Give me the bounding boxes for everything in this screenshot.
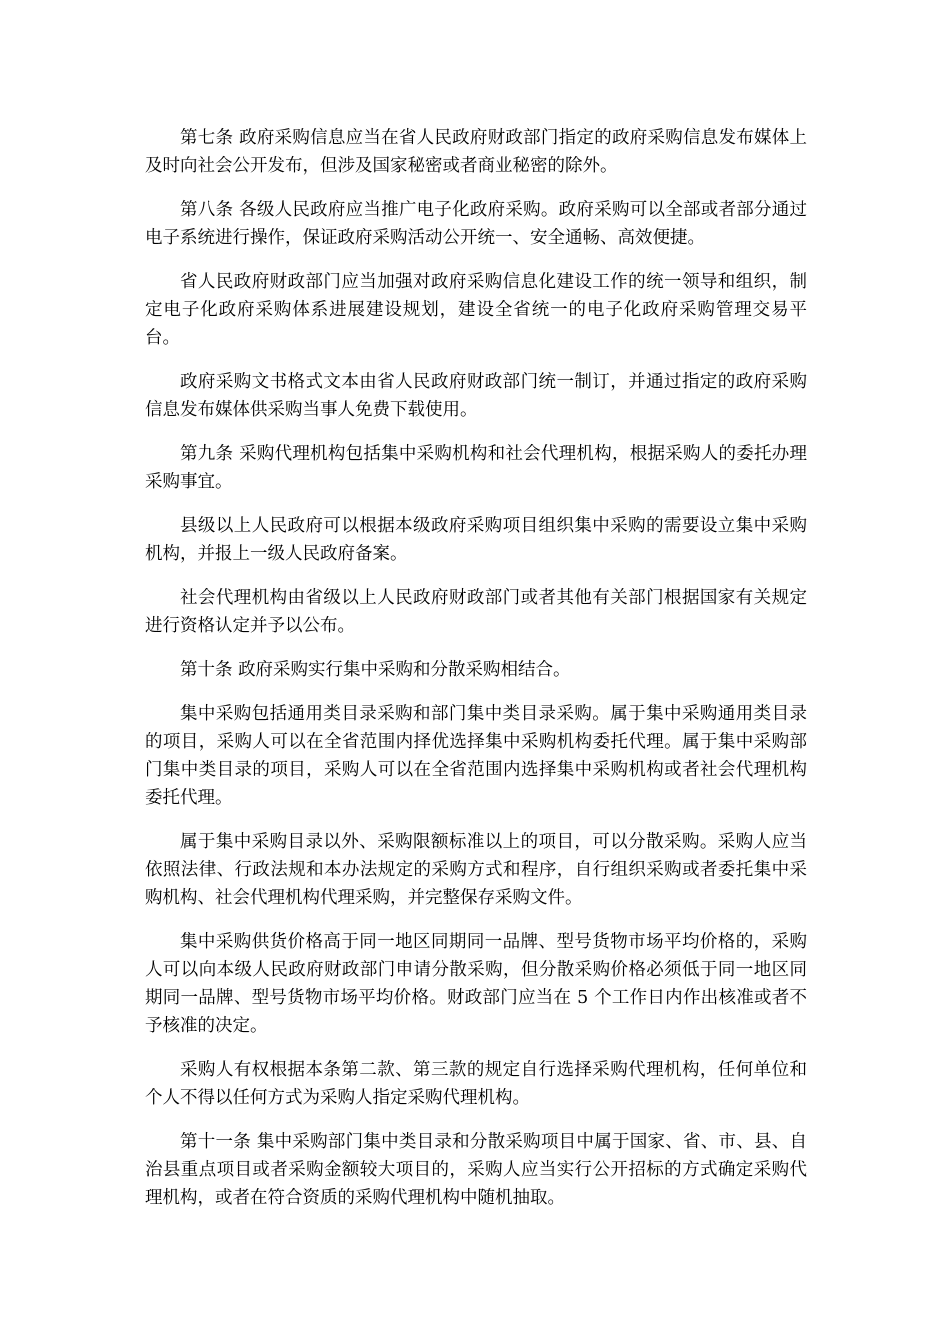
paragraph-article-7: 第七条 政府采购信息应当在省人民政府财政部门指定的政府采购信息发布媒体上及时向社会公开发布，但涉及国家秘密或者商业秘密的除外。 bbox=[145, 128, 807, 176]
document-page bbox=[145, 124, 807, 1228]
paragraph-article-10: 第十条 政府采购实行集中采购和分散采购相结合。 bbox=[180, 660, 571, 680]
paragraph-article-8: 第八条 各级人民政府应当推广电子化政府采购。政府采购可以全部或者部分通过电子系统进行操作，保证政府采购活动公开统一、安全通畅、高效便捷。 bbox=[145, 200, 807, 248]
paragraph-article-9-clause-2: 县级以上人民政府可以根据本级政府采购项目组织集中采购的需要设立集中采购机构，并报上一级人民政府备案。 bbox=[145, 516, 807, 564]
paragraph-article-11: 第十一条 集中采购部门集中类目录和分散采购项目中属于国家、省、市、县、自治县重点项目或者采购金额较大项目的，采购人应当实行公开招标的方式确定采购代理机构，或者在符合资质的采购代理机构中随机抽取。 bbox=[145, 1132, 807, 1208]
paragraph-article-10-clause-2: 集中采购包括通用类目录采购和部门集中类目录采购。属于集中采购通用类目录的项目，采购人可以在全省范围内择优选择集中采购机构委托代理。属于集中采购部门集中类目录的项目，采购人可以在全省范围内选择集中采购机构或者社会代理机构委托代理。 bbox=[145, 704, 807, 808]
paragraph-article-10-clause-5: 采购人有权根据本条第二款、第三款的规定自行选择采购代理机构，任何单位和个人不得以任何方式为采购人指定采购代理机构。 bbox=[145, 1060, 807, 1108]
paragraph-article-10-clause-3: 属于集中采购目录以外、采购限额标准以上的项目，可以分散采购。采购人应当依照法律、行政法规和本办法规定的采购方式和程序，自行组织采购或者委托集中采购机构、社会代理机构代理采购，并完整保存采购文件。 bbox=[145, 832, 807, 908]
paragraph-article-9-clause-3: 社会代理机构由省级以上人民政府财政部门或者其他有关部门根据国家有关规定进行资格认定并予以公布。 bbox=[145, 588, 807, 636]
paragraph-article-8-clause-3: 政府采购文书格式文本由省人民政府财政部门统一制订，并通过指定的政府采购信息发布媒体供采购当事人免费下载使用。 bbox=[145, 372, 807, 420]
paragraph-article-9: 第九条 采购代理机构包括集中采购机构和社会代理机构，根据采购人的委托办理采购事宜。 bbox=[145, 444, 807, 492]
paragraph-article-8-clause-2: 省人民政府财政部门应当加强对政府采购信息化建设工作的统一领导和组织，制定电子化政府采购体系进展建设规划，建设全省统一的电子化政府采购管理交易平台。 bbox=[145, 272, 807, 348]
paragraph-article-10-clause-4: 集中采购供货价格高于同一地区同期同一品牌、型号货物市场平均价格的，采购人可以向本级人民政府财政部门申请分散采购，但分散采购价格必须低于同一地区同期同一品牌、型号货物市场平均价格。财政部门应当在 5 个工作日内作出核准或者不予核准的决定。 bbox=[145, 932, 807, 1036]
